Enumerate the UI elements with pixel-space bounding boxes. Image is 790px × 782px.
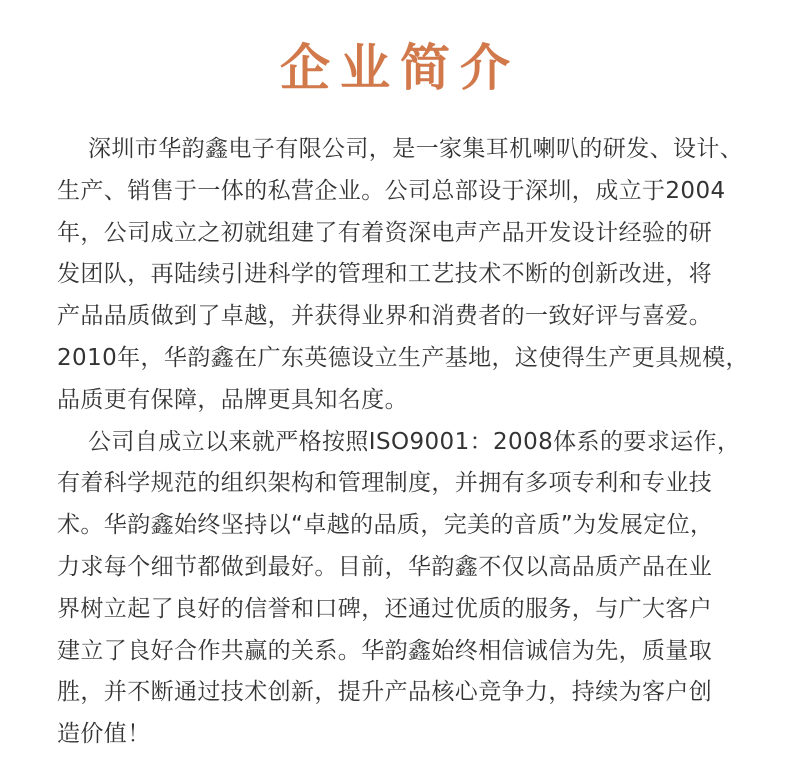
intro-body (57, 129, 757, 756)
paragraph-line: 深圳市华韵鑫电子有限公司，是一家集耳机喇叭的研发、设计、 (88, 136, 744, 162)
paragraph-line: 品质更有保障，品牌更具知名度。 (57, 386, 408, 413)
paragraph-line: 界树立起了良好的信誉和口碑，还通过优质的服务，与广大客户 (57, 595, 713, 622)
paragraph-line: 生产、销售于一体的私营企业。公司总部设于深圳，成立于2004 (57, 177, 726, 204)
paragraph-line: 力求每个细节都做到最好。目前，华韵鑫不仅以高品质产品在业 (57, 553, 713, 580)
intro-paragraph-1 (57, 129, 757, 422)
paragraph-line: 公司自成立以来就严格按照ISO9001：2008体系的要求运作， (88, 428, 741, 455)
paragraph-line: 有着科学规范的组织架构和管理制度，并拥有多项专利和专业技 (57, 470, 713, 497)
paragraph-line: 2010年，华韵鑫在广东英德设立生产基地，这使得生产更具规模， (57, 344, 749, 371)
paragraph-line: 建立了良好合作共赢的关系。华韵鑫始终相信诚信为先，质量取 (57, 637, 713, 664)
paragraph-line: 发团队，再陆续引进科学的管理和工艺技术不断的创新改进，将 (57, 261, 713, 288)
intro-paragraph-2 (57, 422, 757, 756)
page-title: 企业简介 (280, 39, 520, 97)
paragraph-line: 产品品质做到了卓越，并获得业界和消费者的一致好评与喜爱。 (57, 303, 713, 330)
paragraph-line: 胜，并不断通过技术创新，提升产品核心竞争力，持续为客户创 (57, 679, 713, 706)
paragraph-line: 年，公司成立之初就组建了有着资深电声产品开发设计经验的研 (57, 219, 713, 246)
paragraph-line: 术。华韵鑫始终坚持以“卓越的品质，完美的音质”为发展定位， (57, 512, 714, 539)
paragraph-line: 造价值！ (57, 721, 151, 748)
